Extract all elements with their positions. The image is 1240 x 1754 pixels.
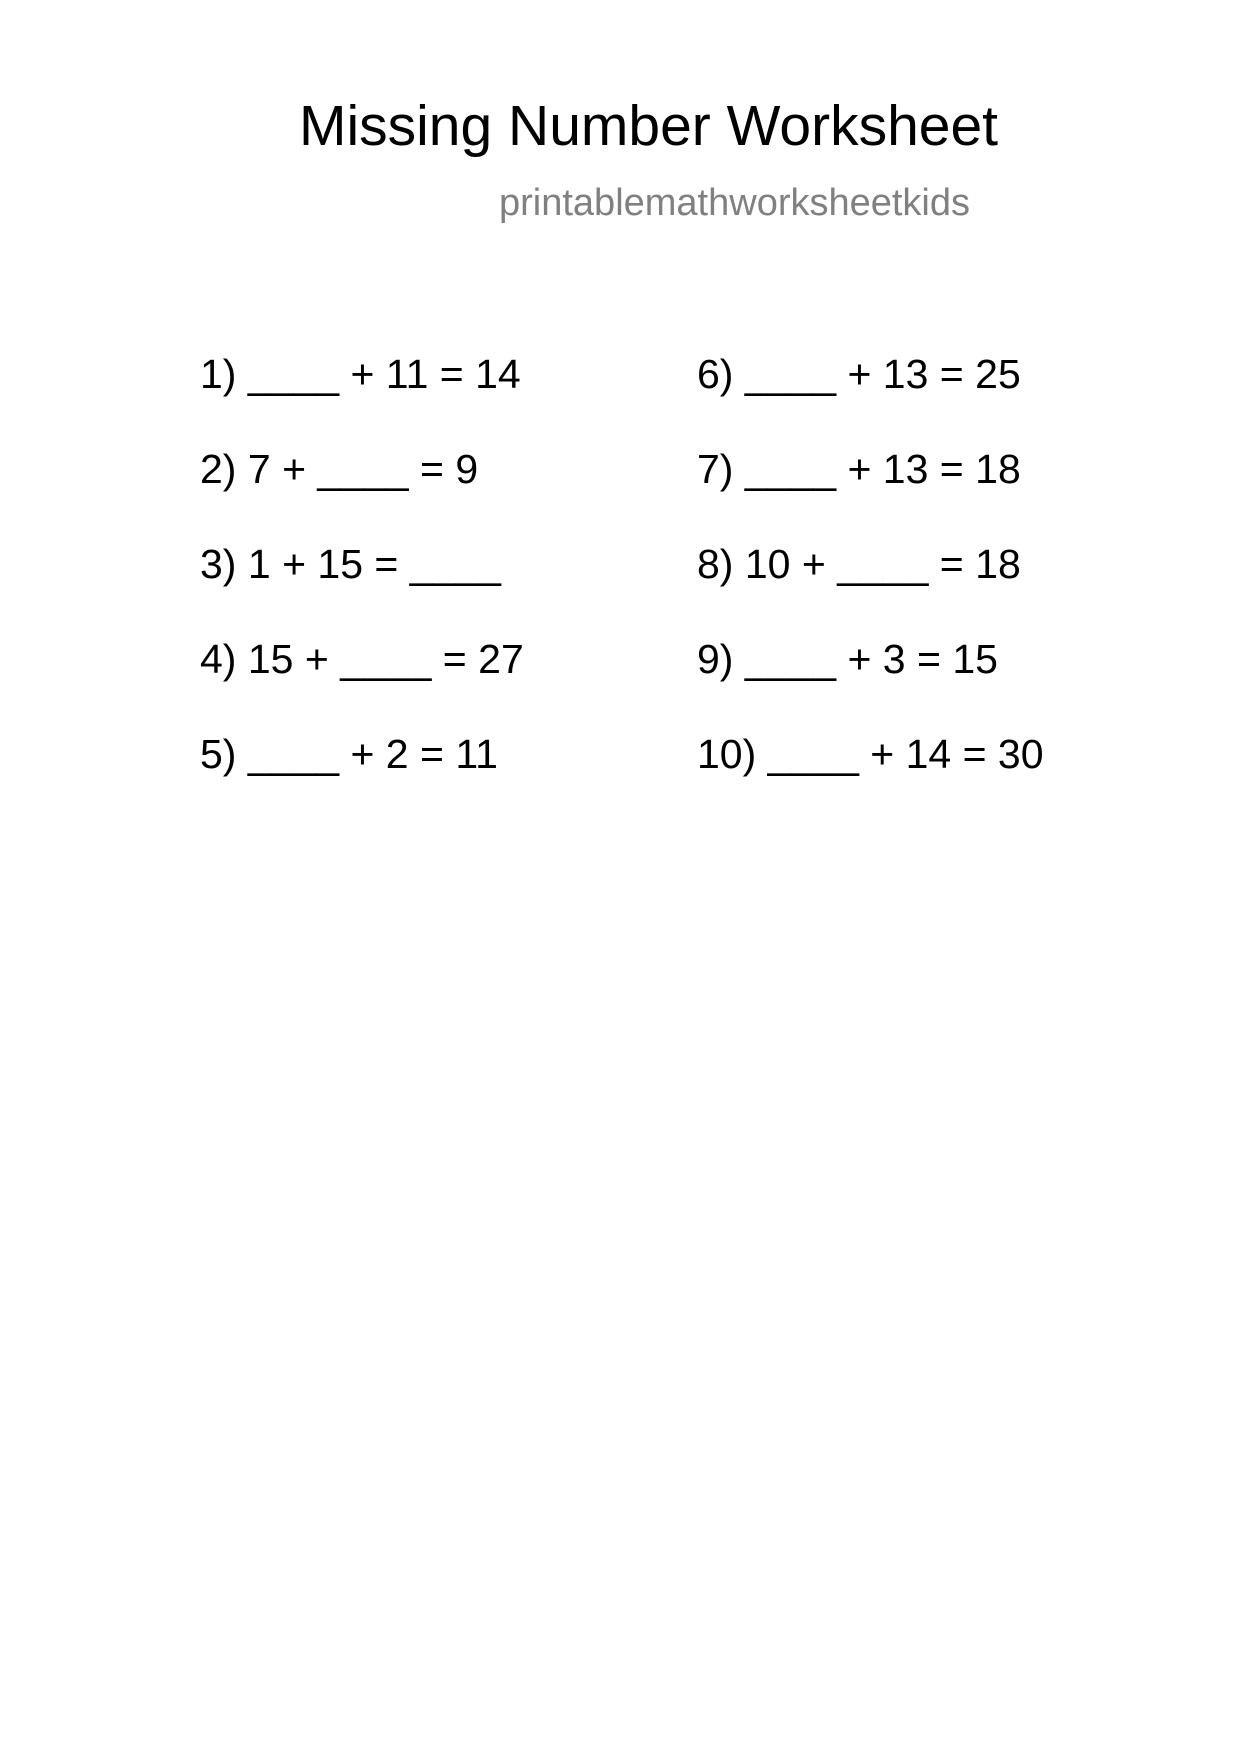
problem-item bbox=[697, 636, 1044, 731]
problem-number: 7) bbox=[697, 446, 734, 492]
problem-number: 3) bbox=[200, 541, 237, 587]
problem-number: 4) bbox=[200, 636, 237, 682]
problem-number: 9) bbox=[697, 636, 734, 682]
problem-equation: ____ + 13 = 25 bbox=[744, 351, 1021, 397]
problem-item bbox=[697, 731, 1044, 826]
problem-item bbox=[697, 351, 1044, 446]
problem-equation: ____ + 13 = 18 bbox=[744, 446, 1021, 492]
problem-item bbox=[200, 731, 524, 826]
problem-item bbox=[200, 446, 524, 541]
problem-item bbox=[200, 541, 524, 636]
problem-equation: 1 + 15 = ____ bbox=[247, 541, 501, 587]
problem-equation: ____ + 11 = 14 bbox=[247, 351, 521, 397]
problem-item bbox=[200, 351, 524, 446]
problem-item bbox=[697, 541, 1044, 636]
problem-number: 5) bbox=[200, 731, 237, 777]
problem-item bbox=[200, 636, 524, 731]
problem-column-left bbox=[200, 351, 524, 826]
problem-number: 1) bbox=[200, 351, 237, 397]
problem-equation: ____ + 14 = 30 bbox=[767, 731, 1044, 777]
page-title: Missing Number Worksheet bbox=[299, 94, 999, 158]
problem-equation: 15 + ____ = 27 bbox=[247, 636, 524, 682]
problem-equation: 10 + ____ = 18 bbox=[744, 541, 1021, 587]
problem-number: 2) bbox=[200, 446, 237, 492]
problem-equation: 7 + ____ = 9 bbox=[247, 446, 479, 492]
problem-number: 8) bbox=[697, 541, 734, 587]
problem-item bbox=[697, 446, 1044, 541]
problem-equation: ____ + 3 = 15 bbox=[744, 636, 998, 682]
problem-number: 6) bbox=[697, 351, 734, 397]
problem-column-right bbox=[697, 351, 1044, 826]
problem-equation: ____ + 2 = 11 bbox=[247, 731, 498, 777]
problem-number: 10) bbox=[697, 731, 757, 777]
page-subtitle: printablemathworksheetkids bbox=[499, 182, 971, 224]
